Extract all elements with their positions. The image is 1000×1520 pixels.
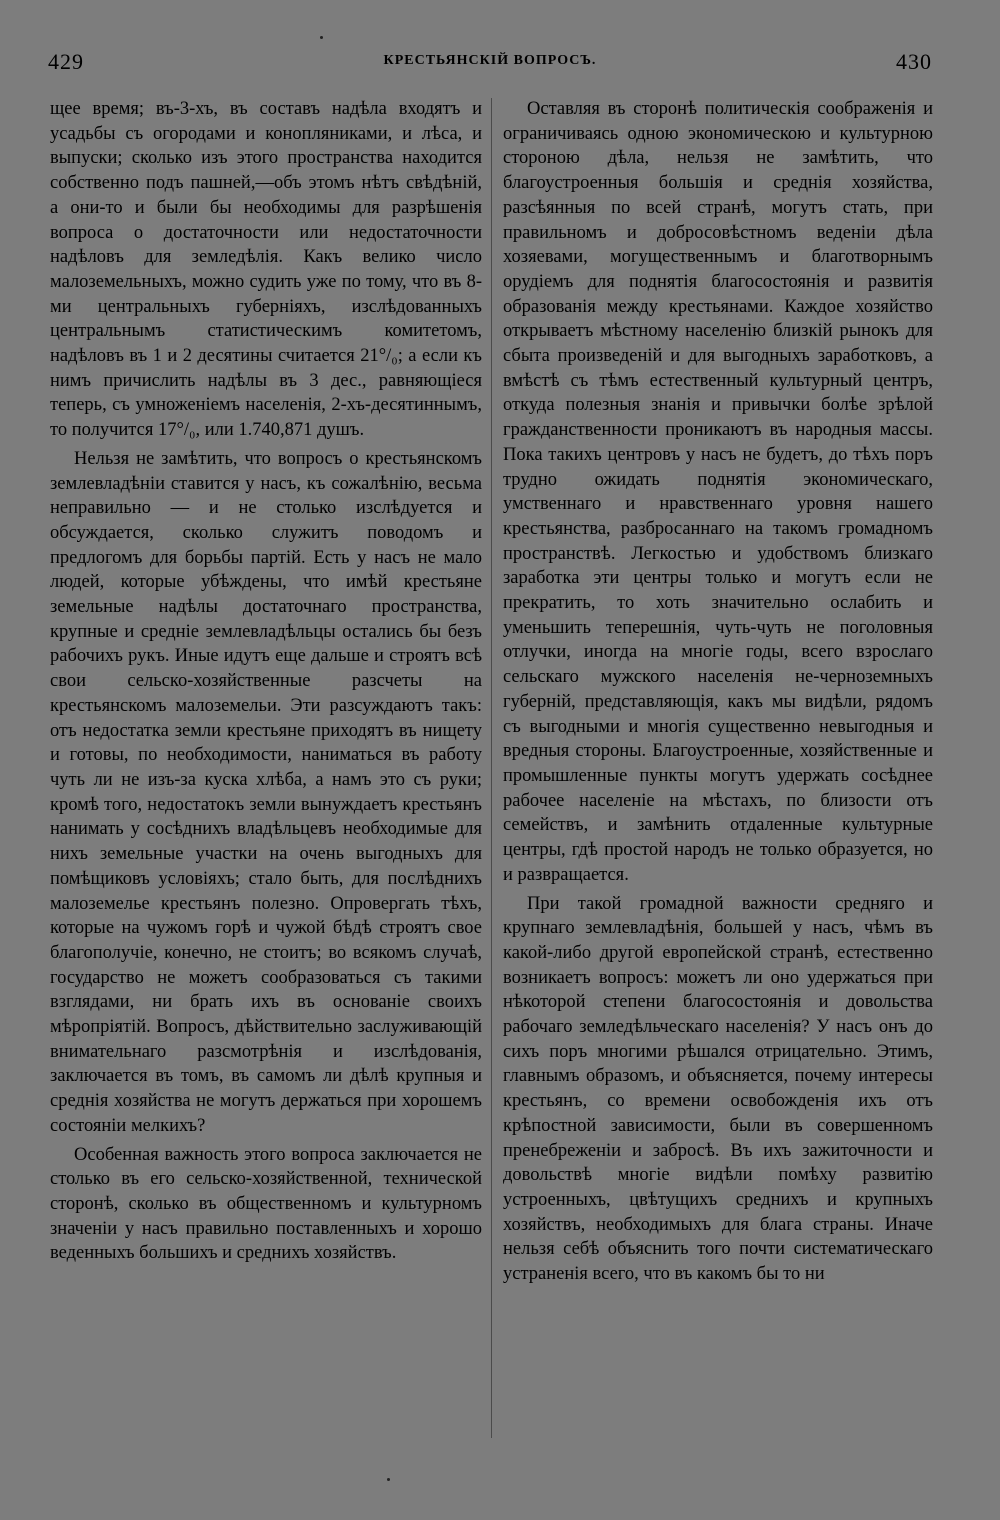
column-rule (491, 98, 492, 1438)
right-column (503, 97, 933, 1287)
paragraph: При такой громадной важности средняго и крупнаго землевладѣнія, большей у насъ, чѣмъ въ какой-либо другой европейской странѣ, естественно возникаетъ вопросъ: можетъ ли оно удержаться при нѣкоторой степени благосостоянія и довольства рабочаго земледѣльческаго населенія? У насъ онъ до сихъ поръ многими рѣшался отрицательно. Этимъ, главнымъ образомъ, и объясняется, почему интересы крестьянъ, со времени освобожденія ихъ отъ крѣпостной зависимости, были въ совершенномъ пренебреженіи и забросѣ. Въ ихъ зажиточности и довольствѣ многіе видѣли помѣху развитію устроенныхъ, цвѣтущихъ среднихъ и крупныхъ хозяйствъ, необходимыхъ для блага страны. Иначе нельзя себѣ объяснить того почти систематическаго устраненія всего, что въ какомъ бы то ни (503, 893, 933, 1285)
paragraph: Нельзя не замѣтить, что вопросъ о крестьянскомъ землевладѣніи ставится у насъ, къ сожалѣнію, весьма неправильно — и не столько изслѣдуется и обсуждается, сколько служитъ поводомъ и предлогомъ для борьбы партій. Есть у насъ не мало людей, которые убѣждены, что имѣй крестьяне земельные надѣлы достаточнаго пространства, крупные и средніе землевладѣльцы остались бы безъ рабочихъ рукъ. Иные идутъ еще дальше и строятъ всѣ свои сельско-хозяйственные разсчеты на крестьянскомъ малоземельи. Эти разсуждаютъ такъ: отъ недостатка земли крестьяне приходятъ въ нищету и готовы, по необходимости, наниматься въ работу чуть ли не изъ-за куска хлѣба, а намъ это съ руки; кромѣ того, недостатокъ земли вынуждаетъ крестьянъ нанимать у сосѣднихъ владѣльцевъ необходимые для нихъ земельные участки на очень выгодныхъ для помѣщиковъ условіяхъ; стало быть, для послѣднихъ малоземелье крестьянъ полезно. Опровергать тѣхъ, которые на чужомъ горѣ и чужой бѣдѣ строятъ свое благополучіе, конечно, не стоитъ; во всякомъ случаѣ, государство не можетъ сообразоваться съ такими взглядами, ни брать ихъ въ основаніе своихъ мѣропріятій. Вопросъ, дѣйствительно заслуживающій внимательнаго разсмотрѣнія и изслѣдованія, заключается въ томъ, въ самомъ ли дѣлѣ крупныя и среднія хозяйства не могутъ держаться при хорошемъ состояніи мелкихъ? (50, 448, 482, 1136)
paragraph: щее время; въ-3-хъ, въ составъ надѣла входятъ и усадьбы съ огородами и конопляниками, и лѣса, и выпуски; сколько изъ этого пространства находится собственно подъ пашней,—объ этомъ нѣтъ свѣдѣній, а они-то и были бы необходимы для разрѣшенія вопроса о достаточности или недостаточности надѣловъ для земледѣлія. Какъ велико число малоземельныхъ, можно судить уже по тому, что въ 8-ми центральныхъ губерніяхъ, изслѣдованныхъ центральнымъ статистическимъ комитетомъ, надѣловъ въ 1 и 2 десятины считается 21°/₀; а если къ нимъ причислить надѣлы въ 3 дес., равняющіеся теперь, съ умноженіемъ населенія, 2-хъ-десятиннымъ, то получится 17°/₀, или 1.740,871 душъ. (50, 99, 482, 441)
page-number-left: 429 (48, 49, 84, 74)
page-number-right: 430 (896, 49, 932, 74)
print-speck (387, 1478, 390, 1481)
paragraph: Оставляя въ сторонѣ политическія соображенія и ограничиваясь одною экономическою и культурною стороною дѣла, нельзя не замѣтить, что благоустроенныя большія и среднія хозяйства, разсѣянныя по всей странѣ, могутъ стать, при правильномъ и добросовѣстномъ веденіи дѣла хозяевами, могущественнымъ и благотворнымъ орудіемъ для поднятія благосостоянія и развитія образованія между крестьянами. Каждое хозяйство открываетъ мѣстному населенію близкій рынокъ для сбыта произведеній и для выгодныхъ заработковъ, а вмѣстѣ съ тѣмъ естественный культурный центръ, откуда полезныя знанія и привычки болѣе зрѣлой гражданственности проникаютъ въ народныя массы. Пока такихъ центровъ у насъ не будетъ, до тѣхъ поръ трудно ожидать поднятія экономическаго, умственнаго и нравственнаго уровня нашего крестьянства, разбросаннаго на такомъ громадномъ пространствѣ. Легкостью и удобствомъ близкаго заработка эти центры только и могутъ если не прекратить, то хоть значительно ослабить и уменьшить теперешнія, чуть-чуть не поголовныя отлучки, иногда на многіе годы, всего взрослаго сельскаго мужского населенія не-черноземныхъ губерній, представляющія, какъ мы видѣли, рядомъ съ выгодными и многія существенно невыгодныя и вредныя стороны. Благоустроенные, хозяйственные и промышленные пункты могутъ удержать сосѣднее рабочее населеніе на мѣстахъ, по близости отъ семействъ, и замѣнить отдаленные культурные центры, гдѣ простой народъ не только образуется, но и развращается. (503, 99, 933, 885)
left-column (50, 97, 482, 1266)
print-speck (320, 36, 323, 39)
paragraph: Особенная важность этого вопроса заключается не столько въ его сельско-хозяйственной, технической сторонѣ, сколько въ общественномъ и культурномъ значеніи у насъ правильно поставленныхъ и хорошо веденныхъ большихъ и среднихъ хозяйствъ. (50, 1144, 482, 1264)
running-title: КРЕСТЬЯНСКІЙ ВОПРОСЪ. (383, 53, 597, 68)
